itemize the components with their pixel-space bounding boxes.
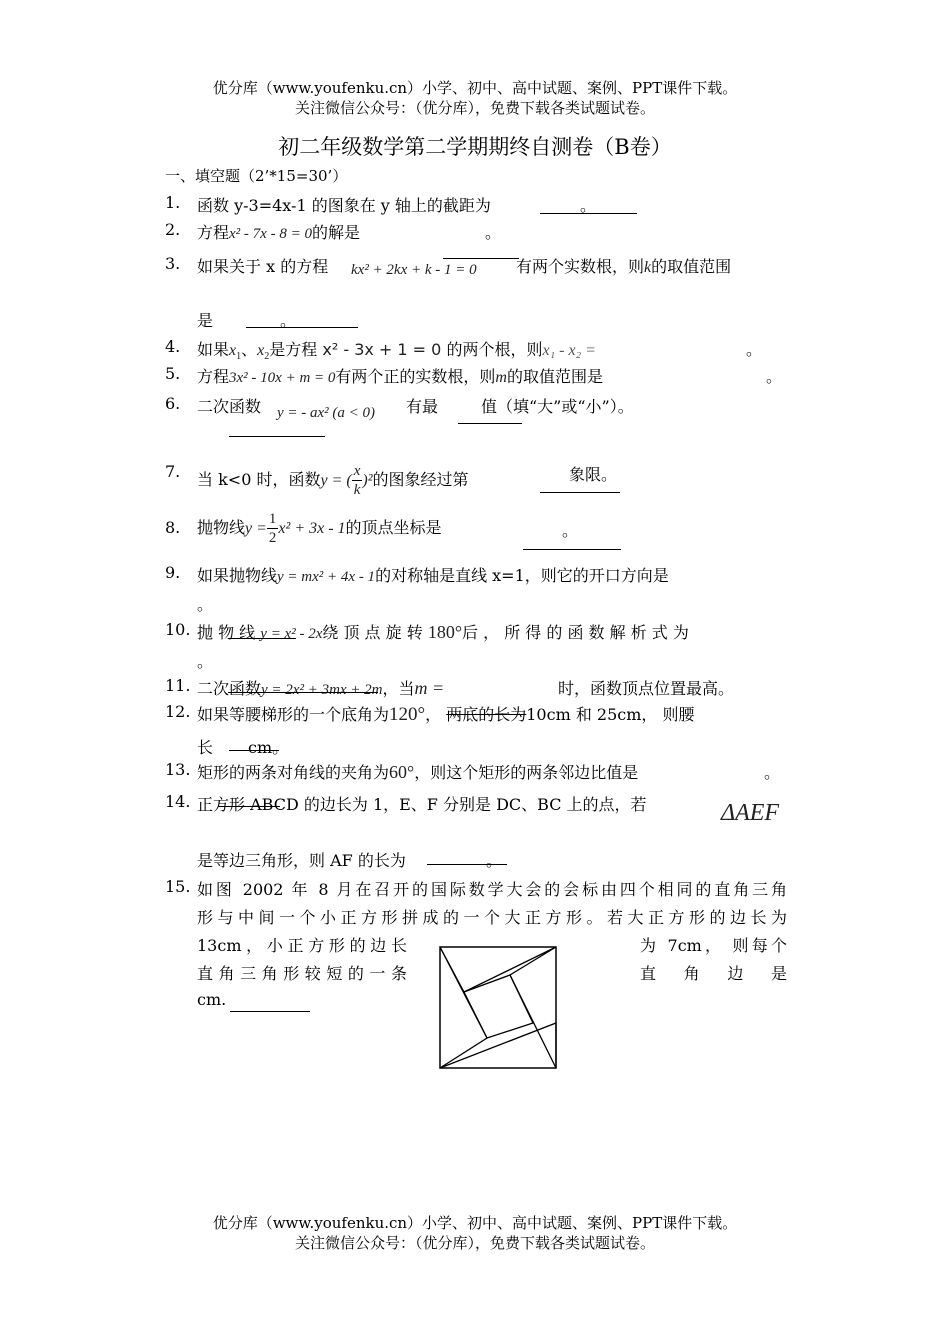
q10-equation: y = x² - 2x <box>260 626 323 642</box>
q11-line <box>197 676 444 699</box>
q13-text: ，则这个矩形的两条邻边比值是 <box>414 763 639 782</box>
triangle-left <box>440 947 487 1068</box>
header-line-1: 优分库（www.youfenku.cn）小学、初中、高中试题、案例、PPT课件下载。 <box>212 79 738 97</box>
footer-line-2: 关注微信公众号：（优分库），免费下载各类试题试卷。 <box>294 1234 655 1252</box>
footer-line-1: 优分库（www.youfenku.cn）小学、初中、高中试题、案例、PPT课件下载。 <box>212 1214 738 1232</box>
pinwheel-square-figure <box>438 945 560 1070</box>
q3-text2: 的取值范围 <box>651 257 732 276</box>
q1-tail: 。 <box>580 196 597 215</box>
q7-line <box>197 462 469 499</box>
q10-number: 10. <box>165 620 191 639</box>
q3-tail: 。 <box>280 311 297 330</box>
q11-equation: y = 2x² + 3mx + 2m <box>261 682 383 698</box>
triangle-bottom <box>440 1023 556 1068</box>
q6-text2: 值（填“大”或“小”）。 <box>481 397 634 416</box>
q8-text: 的顶点坐标是 <box>345 518 442 537</box>
q15-line-4b: 直 角 边 是 <box>640 964 787 983</box>
q11-text: ，当 <box>382 679 415 698</box>
q8-tail: 。 <box>562 521 579 540</box>
q7-end: )² <box>362 472 373 489</box>
q11-underline <box>228 692 378 693</box>
q8-y: y = <box>245 520 267 537</box>
q2-tail: 。 <box>485 223 502 242</box>
q8-number: 8. <box>165 518 181 537</box>
q6-number: 6. <box>165 394 181 413</box>
q14-number: 14. <box>165 792 191 811</box>
q5-text: 有两个正的实数根，则 <box>335 367 496 386</box>
q9-equation: y = mx² + 4x - 1 <box>277 569 376 585</box>
q5-equation: 3x² - 10x + m = 0 <box>229 370 336 386</box>
q14-line2: 是等边三角形，则 AF 的长为 <box>197 851 406 870</box>
q12-unit: cm。 <box>248 738 289 757</box>
q3-k: k <box>644 259 652 276</box>
q11-text2: 时，函数顶点位置最高。 <box>558 679 735 698</box>
q7-number: 7. <box>165 462 181 481</box>
q4-x2: x <box>257 342 265 359</box>
q6-pre: 二次函数 <box>197 397 262 416</box>
q7-fraction <box>352 462 363 499</box>
q4-number: 4. <box>165 337 181 356</box>
q15-line-1: 如图 2002 年 8 月在召开的国际数学大会的会标由四个相同的直角三角 <box>197 880 787 899</box>
q11-m: m = <box>414 678 445 698</box>
q4-tail: 。 <box>746 340 763 359</box>
q3-text: 有两个实数根，则 <box>516 257 645 276</box>
q13-line <box>197 760 638 783</box>
outer-square <box>440 947 556 1068</box>
q8-frac-den: 2 <box>268 530 277 546</box>
q12-degree: 120° <box>389 704 426 725</box>
triangle-right <box>510 947 556 1068</box>
q15-line-2: 形与中间一个小正方形拼成的一个大正方形。若大正方形的边长为 <box>197 908 787 927</box>
q5-pre: 方程 <box>197 367 230 386</box>
q3-answer-blank[interactable] <box>443 258 519 259</box>
q4-equation: x² - 3x + 1 = 0 <box>322 340 442 359</box>
q3-number: 3. <box>165 254 181 273</box>
q15-line-4a: 直角三角形较短的一条 <box>197 964 407 983</box>
q7-text2: 象限。 <box>569 465 618 484</box>
q12-line2: 长 <box>197 738 214 757</box>
q4-text: 的两个根，则 <box>446 340 543 359</box>
q4-x2-sub: 2 <box>264 351 270 363</box>
q6-blank-2[interactable] <box>458 423 522 424</box>
q4-x1-sub: 1 <box>236 351 242 363</box>
q12-number: 12. <box>165 702 191 721</box>
q9-text: 的对称轴是直线 x=1，则它的开口方向是 <box>375 566 669 585</box>
q9-line2: 。 <box>197 595 214 614</box>
q5-tail: 。 <box>766 367 783 386</box>
q8-end: x² + 3x - 1 <box>278 520 346 537</box>
q6-equation: y = - ax² (a < 0) <box>277 405 376 421</box>
q3-equation: kx² + 2kx + k - 1 = 0 <box>351 262 477 278</box>
q13-degree: 60° <box>389 762 415 782</box>
q9-number: 9. <box>165 563 181 582</box>
q8-line <box>197 510 442 547</box>
inner-square <box>464 975 533 1038</box>
q2-equation: x² - 7x - 8 = 0 <box>229 226 312 242</box>
q9-pre: 如果抛物线 <box>197 566 278 585</box>
q13-tail: 。 <box>764 763 781 782</box>
q4-line <box>197 337 596 362</box>
q9-line <box>197 563 669 586</box>
q12-line <box>197 702 695 726</box>
q15-line-5: cm. <box>197 990 227 1009</box>
q4-mid: 是方程 <box>269 340 318 359</box>
q13-number: 13. <box>165 760 191 779</box>
q10-degree: 180° <box>427 622 463 642</box>
q7-answer-blank[interactable] <box>540 492 620 493</box>
q2-line <box>197 220 360 243</box>
q10-text2: 后 ， 所 得 的 函 数 解 析 式 为 <box>462 623 689 642</box>
q7-text: 的图象经过第 <box>372 470 469 489</box>
q7-pre: 当 k<0 时，函数 <box>197 470 321 489</box>
q14-tail: 。 <box>486 851 503 870</box>
q7-frac-den: k <box>353 482 361 498</box>
q10-underline <box>228 638 296 639</box>
q1-text: 函数 y-3=4x-1 的图象在 y 轴上的截距为 <box>197 196 491 215</box>
q4-pre: 如果 <box>197 340 230 359</box>
q3-line2: 是 <box>197 311 214 330</box>
q6-text: 有最 <box>406 397 439 416</box>
q14-triangle: ΔAEF <box>721 800 780 826</box>
q12-text: ， <box>425 705 442 724</box>
q2-pre: 方程 <box>197 223 230 242</box>
q12-strike: 两底的长为 <box>446 705 527 724</box>
q4-expr: x₁ - x₂ = <box>542 342 596 359</box>
q7-y: y = ( <box>320 472 352 489</box>
q10-line <box>197 620 689 643</box>
q7-frac-num: x <box>353 463 361 479</box>
q12-pre: 如果等腰梯形的一个底角为 <box>197 705 390 724</box>
q8-frac-num: 1 <box>268 511 277 527</box>
q8-answer-blank[interactable] <box>523 549 621 550</box>
q10-pre: 抛 物 线 <box>197 623 256 642</box>
q4-sep: 、 <box>241 340 258 359</box>
q12-text2: 10cm 和 25cm， 则腰 <box>526 705 695 724</box>
q14-text: 正方形 ABCD 的边长为 1，E、F 分别是 DC、BC 上的点，若 <box>197 795 647 814</box>
q13-pre: 矩形的两条对角线的夹角为 <box>197 763 390 782</box>
q5-m: m <box>495 369 507 386</box>
q15-number: 15. <box>165 877 191 896</box>
q2-number: 2. <box>165 220 181 239</box>
q1-number: 1. <box>165 193 181 212</box>
triangle-top <box>440 947 556 992</box>
q14-underline <box>218 806 280 807</box>
q11-pre: 二次函数 <box>197 679 262 698</box>
q5-number: 5. <box>165 364 181 383</box>
q3-blank-2[interactable] <box>246 327 358 328</box>
q15-line-3b: 为 7cm， 则每个 <box>640 936 787 955</box>
q6-blank-1[interactable] <box>229 436 325 437</box>
q10-line2: 。 <box>197 652 214 671</box>
q3-pre: 如果关于 x 的方程 <box>197 257 329 276</box>
q15-answer-blank[interactable] <box>230 1011 310 1012</box>
page-title: 初二年级数学第二学期期终自测卷（B卷） <box>278 135 672 159</box>
q5-text2: 的取值范围是 <box>506 367 603 386</box>
q5-line <box>197 364 603 387</box>
q10-text: 绕 顶 点 旋 转 <box>322 623 423 642</box>
q4-x1: x <box>229 342 237 359</box>
q3-line <box>516 254 731 277</box>
q8-fraction <box>267 510 279 547</box>
header-line-2: 关注微信公众号：（优分库），免费下载各类试题试卷。 <box>294 99 655 117</box>
q11-number: 11. <box>165 676 191 695</box>
section-heading: 一、填空题（2’*15=30’） <box>165 167 348 185</box>
q8-pre: 抛物线 <box>197 518 246 537</box>
q15-line-3a: 13cm，小正方形的边长 <box>197 936 407 955</box>
q2-text: 的解是 <box>311 223 360 242</box>
